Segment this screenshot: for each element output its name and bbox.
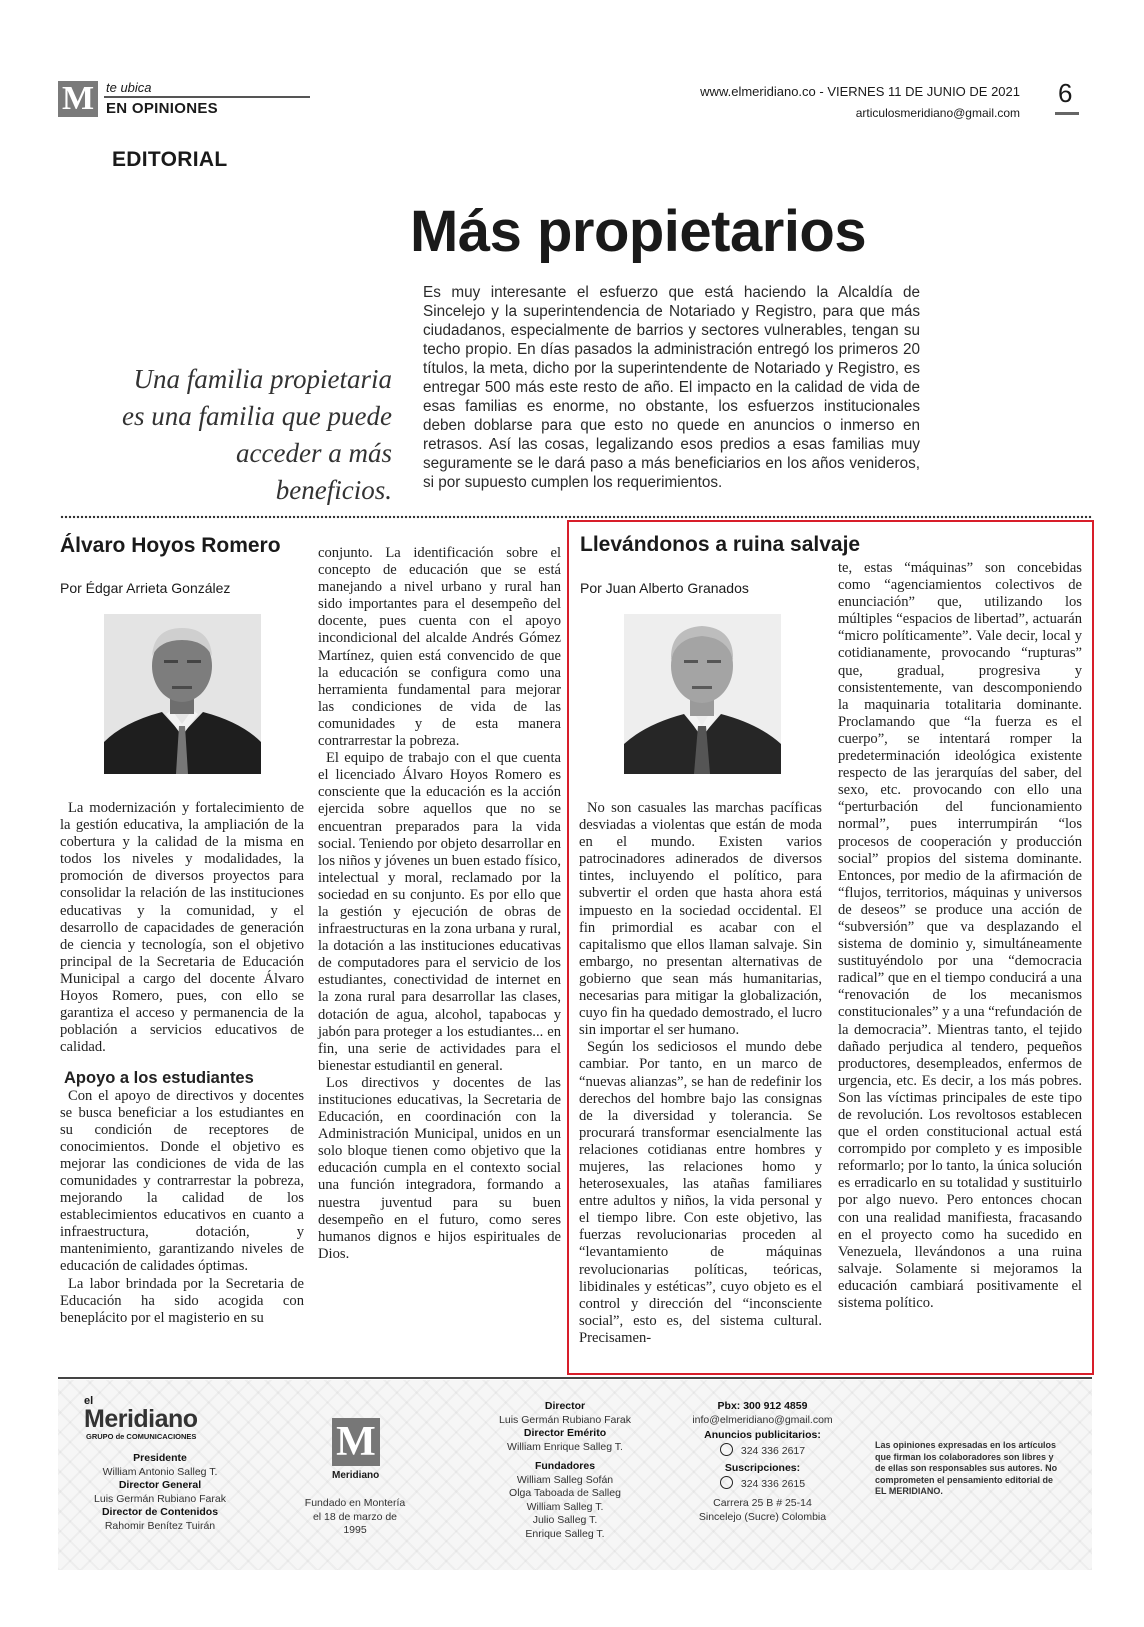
footer-staff-left: [70, 1452, 250, 1533]
editorial-label: EDITORIAL: [112, 148, 228, 171]
footer-logo-label: Meridiano: [332, 1470, 380, 1481]
footer-founder: Olga Taboada de Salleg: [509, 1487, 621, 1499]
article1-paragraph: La modernización y fortalecimiento de la gestión educativa, la ampliación de la cobertura y la calidad de la misma en todos los niveles y modalidades, la promoción de diversos proyectos para consolidar la relación de las instituciones educativas y la comunidad, y el desarrollo de capacidades de generación de ciencia y tecnología, son el objetivo principal de la Secretaria de Educación Municipal a cargo del docente Álvaro Hoyos Romero, pues, con ello se garantiza el acceso y permanencia de la población a servicios educativos de calidad.: [60, 800, 304, 1056]
footer-name: William Antonio Salleg T.: [102, 1465, 218, 1478]
section-tag: EN OPINIONES: [106, 100, 218, 117]
header-email: articulosmeridiano@gmail.com: [855, 106, 1020, 120]
footer-founded: Fundado en Montería el 18 de marzo de 1995: [304, 1497, 406, 1536]
footer-label: Director: [544, 1400, 586, 1412]
article2-column1: [579, 800, 822, 1347]
footer-founder: Enrique Salleg T.: [525, 1527, 605, 1540]
footer-name: William Enrique Salleg T.: [507, 1440, 623, 1453]
article1-paragraph: El equipo de trabajo con el que cuenta el licenciado Álvaro Hoyos Romero es consciente que la educación es la acción ejercida sobre aquellos que no se encuentran preparados para la vida social. Teniendo por objeto desarrollar en los niños y jóvenes un buen estado físico, intelectual y moral, reclamado por la sociedad en su conjunto. Es por ello que la gestión y ejecución de obras de infraestructuras en la zona urbana y rural, la dotación a las instituciones educativas de computadores para el servicio de los estudiantes, conectividad de internet en la zona rural para desarrollar las clases, dotación de agua, alcohol, tapabocas y jabón para proteger a los estudiantes... en fin, una serie de actividades para el bienestar estudiantil en general.: [318, 750, 561, 1074]
footer-name: Rahomir Benítez Tuirán: [104, 1519, 216, 1532]
article1-paragraph: conjunto. La identificación sobre el concepto de educación que se está manejando a nivel urbano y rural han sido importantes para el desempeño del docente, pues cuenta con el apoyo incondicional del alcalde Andrés Gómez Martínez, quien está convencido de que la educación se configura como una herramienta fundamental para mejorar las condiciones de vida de las comunidades y de esta manera contrarrestar la pobreza.: [318, 545, 561, 750]
article2-title: Llevándonos a ruina salvaje: [580, 533, 861, 556]
pull-quote: Una familia propietaria es una familia que puede acceder a más beneficios.: [122, 364, 392, 505]
footer-address: Sincelejo (Sucre) Colombia: [698, 1510, 827, 1523]
footer-disclaimer: Las opiniones expresadas en los artículos que firman los colaboradores son libres y de ellas son responsables sus autores. No comprometen el pensamiento editorial de EL MERIDIANO.: [875, 1440, 1058, 1496]
page-number: 6: [1058, 78, 1073, 108]
article2-paragraph: Según los sediciosos el mundo debe cambiar. Por tanto, en un marco de “nuevas alianzas”, se han de redefinir los derechos del hombre bajo las consignas de la diversidad y tolerancia. Se procurará transformar esencialmente las relaciones cotidianas entre hombres y mujeres, las relaciones homo y heterosexuales, las atañas familiares entre adultos y niños, la vida personal y el tiempo libre. Con este objetivo, las fuerzas revolucionarias proceden al “levantamiento de máquinas revolucionarias políticas, teóricas, libidinales y estéticas”, cuyo objeto es el control y dirección del “inconsciente social”, esto es, del sistema cultural. Precisamen-: [579, 1039, 822, 1346]
article1-paragraph: Los directivos y docentes de las instituciones educativas, la Secretaria de Educación, en coordinación con la Administración Municipal, unidos en un solo bloque tienen como objetivo que la educación cumpla en el contexto social una función integradora, formando a nuestra juventud para su buen desempeño en el futuro, como seres humanos dignos e hijos espirituales de Dios.: [318, 1074, 561, 1262]
footer-address: Carrera 25 B # 25-14: [713, 1497, 812, 1509]
article2-byline: Por Juan Alberto Granados: [580, 580, 749, 596]
footer-staff-center: [480, 1400, 650, 1541]
page-number-rule: [1055, 112, 1079, 115]
footer-brand-logo: Meridiano: [84, 1405, 198, 1433]
article1-subhead: Apoyo a los estudiantes: [64, 1069, 254, 1088]
article2-paragraph: No son casuales las marchas pacíficas desviadas a violentas que están de moda en el mundo. Existen varios patrocinadores adinerados de diversos tintes, incluyendo el político, para subvertir el orden que hasta ahora está impuesto en la sociedad occidental. El fin primordial es acabar con el capitalismo que ellos llaman salvaje. Sin embargo, no presentan alternativas de gobierno que sean más humanitarias, necesarias para mitigar la globalización, cuyo fin ha quedado demostrado, el lucro sin importar el ser humano.: [579, 800, 822, 1039]
whatsapp-icon: [720, 1443, 733, 1456]
dotted-divider: [60, 515, 1092, 519]
footer-brand-prefix: el: [84, 1395, 94, 1407]
footer-label: Fundadores: [534, 1460, 596, 1472]
footer-label: Director Emérito: [523, 1427, 607, 1439]
footer-name: Luis Germán Rubiano Farak: [94, 1492, 226, 1505]
footer-name: Luis Germán Rubiano Farak: [499, 1413, 631, 1426]
footer-brand-subtitle: GRUPO de COMUNICACIONES: [86, 1432, 197, 1441]
author-photo-granados: [624, 614, 781, 774]
article1-paragraph: La labor brindada por la Secretaria de Educación ha sido acogida con beneplácito por el magisterio en su: [60, 1275, 304, 1326]
footer-label: Presidente: [133, 1452, 187, 1464]
footer-label: Anuncios publicitarios:: [704, 1429, 821, 1441]
footer-phone: 324 336 2615: [740, 1477, 806, 1490]
section-tag-top: te ubica: [106, 80, 152, 95]
footer-email: info@elmeridiano@gmail.com: [692, 1413, 833, 1426]
article1-paragraph: Con el apoyo de directivos y docentes se busca beneficiar a los estudiantes en su condición de receptores de conocimientos. Donde el objetivo es mejorar las condiciones de vida de las comunidades y contrarrestar la pobreza, mejorando la calidad de los establecimientos educativos en cuanto a infraestructura, dotación, y mantenimiento, garantizando niveles de educación de calidades óptimas.: [60, 1087, 304, 1275]
editorial-headline: Más propietarios: [410, 199, 867, 264]
author-photo-arrieta: [104, 614, 261, 774]
article2-paragraph: te, estas “máquinas” son concebidas como “agenciamientos colectivos de enunciación” que, utilizando los múltiples “espacios de libertad”, actuarán “micro políticamente”. Vale decir, local y cotidianamente, provocando “rupturas” que, gradual, progresiva y consistentemente, van descomponiendo la maquinaria totalitaria dominante. Proclamando que “la fuerza es el cuerpo”, se intentará romper la predeterminación ideológica existente respecto de las jerarquías del saber, del sexo, etc. provocando con ello una “perturbación del funcionamiento normal”, pues interrumpirán “los procesos de cooperación y producción social” propios del sistema dominante. Entonces, por medio de la afirmación de “flujos, territorios, máquinas y universos de deseos” se produce una acción de “subversión” que va desplazando el sistema de dominio y, simultáneamente sustituyéndolo por una “democracia radical” que en el tiempo conducirá a una “renovación de los mecanismos constitucionales” y a una “refundación de la democracia”. Mientras tanto, el tejido dañado perjudica al tendero, pequeños productores, desempleados, enfermos de urgencia, etc. Es decir, a los más pobres. Son las víctimas principales de este tipo de revolución. Los revoltosos establecen que el orden constitucional actual está corrompido por completo y es imposible reformarlo; por lo tanto, la única solución es erradicarlo en su totalidad y sustituirlo por algo nuevo. Pero entonces chocan con una realidad manifiesta, fracasando en el proyecto como ha sucedido en Venezuela, llevándonos a una ruina salvaje. Solamente si mejoramos la educación cambiará positivamente el sistema político.: [838, 560, 1082, 1312]
footer-founder: Julio Salleg T.: [532, 1514, 598, 1526]
whatsapp-icon: [720, 1476, 733, 1489]
footer-logo: M: [332, 1418, 380, 1466]
article2-column2: [838, 560, 1082, 1312]
footer-phone: 324 336 2617: [740, 1444, 806, 1457]
section-tag-rule: [104, 96, 310, 98]
editorial-body: Es muy interesante el esfuerzo que está haciendo la Alcaldía de Sincelejo y la superintendencia de Notariado y Registro, para que más ciudadanos, especialmente de barrios y sectores vulnerables, tengan su techo propio. En días pasados la administración entregó los primeros 20 títulos, la meta, dicho por la superintendente de Notariado y Registro, es entregar 500 más este resto de año. El impacto en la calidad de vida de esas familias es enorme, no obstante, los esfuerzos institucionales deben doblarse para que esto no quede en anuncios o inmerso en retrasos. Así las cosas, legalizando esos predios a esas familias muy seguramente se le dará paso a más beneficiarios en los años venideros, si por supuesto cumplen los requerimientos.: [423, 284, 920, 491]
footer-founder: William Salleg T.: [526, 1500, 604, 1513]
footer-label: Director de Contenidos: [101, 1506, 219, 1518]
footer-contact: [675, 1400, 850, 1524]
article1-column1: [60, 800, 304, 1327]
newspaper-logo: M: [58, 81, 98, 117]
footer-pbx: Pbx: 300 912 4859: [717, 1400, 808, 1412]
header-date-line: www.elmeridiano.co - VIERNES 11 DE JUNIO DE 2021: [700, 84, 1020, 99]
footer-label: Suscripciones:: [724, 1462, 801, 1474]
bottom-rule: [58, 1377, 1092, 1379]
footer-founder: William Salleg Sofán: [516, 1473, 614, 1486]
article1-title: Álvaro Hoyos Romero: [60, 534, 281, 557]
footer-label: Director General: [118, 1479, 202, 1491]
article1-byline: Por Édgar Arrieta González: [60, 580, 231, 596]
article1-column2: [318, 545, 561, 1263]
